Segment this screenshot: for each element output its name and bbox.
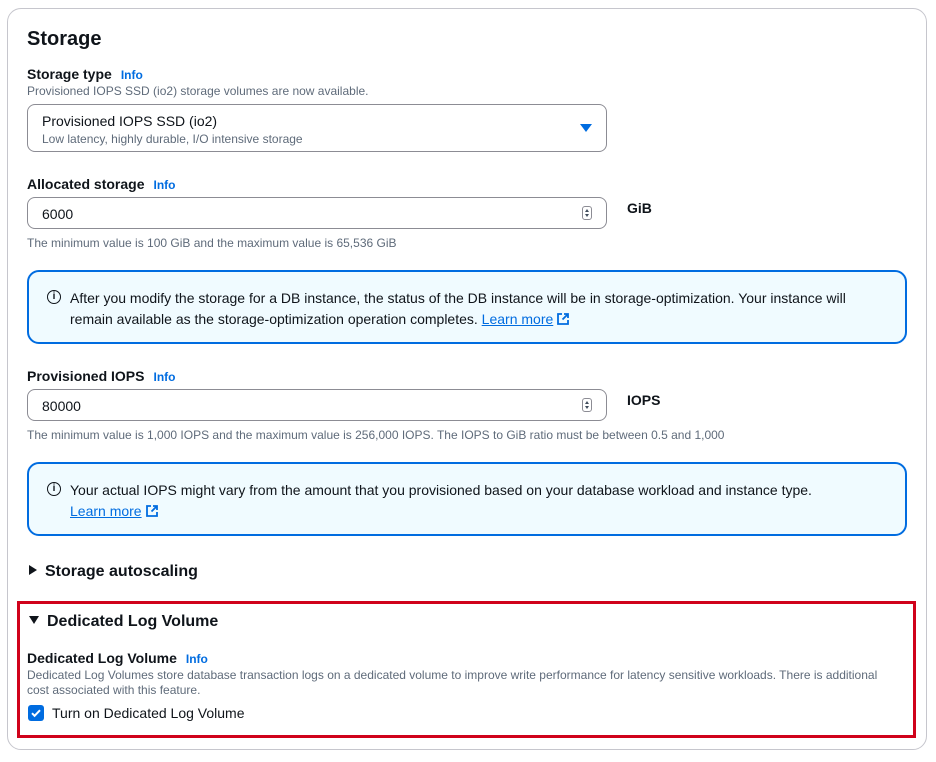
caret-right-icon xyxy=(29,565,37,575)
storage-type-label: Storage type xyxy=(27,66,112,82)
storage-alert-learn-more-link[interactable] xyxy=(482,311,554,327)
provisioned-iops-label: Provisioned IOPS xyxy=(27,368,145,384)
provisioned-iops-value: 80000 xyxy=(42,398,81,414)
allocated-storage-input[interactable] xyxy=(27,197,607,229)
dedicated-log-volume-checkbox-label[interactable]: Turn on Dedicated Log Volume xyxy=(52,705,245,721)
external-link-icon xyxy=(145,504,159,518)
storage-alert-text: After you modify the storage for a DB instance, the status of the DB instance will be in storage-optimization. Your instance will remain available as the storage-optimization operation completes. xyxy=(70,290,846,327)
provisioned-iops-input[interactable] xyxy=(27,389,607,421)
storage-autoscaling-expander[interactable] xyxy=(29,563,198,581)
dedicated-log-volume-label: Dedicated Log Volume xyxy=(27,650,177,666)
dedicated-log-volume-info-link[interactable]: Info xyxy=(185,652,208,666)
caret-down-icon xyxy=(29,616,39,624)
iops-alert-learn-more-link[interactable] xyxy=(70,503,142,519)
spinner-icon[interactable] xyxy=(582,398,592,412)
storage-type-description: Provisioned IOPS SSD (io2) storage volumes are now available. xyxy=(27,84,369,98)
allocated-storage-label-row xyxy=(27,176,175,194)
provisioned-iops-unit: IOPS xyxy=(627,392,661,408)
external-link-icon xyxy=(556,312,570,326)
dedicated-log-volume-checkbox[interactable] xyxy=(28,705,44,721)
iops-alert-text: Your actual IOPS might vary from the amount that you provisioned based on your database workload and instance type. xyxy=(70,482,812,498)
iops-alert-link-text: Learn more xyxy=(70,503,142,519)
info-icon: i xyxy=(47,290,61,304)
dedicated-log-volume-header: Dedicated Log Volume xyxy=(47,613,219,630)
iops-alert-message xyxy=(70,480,890,522)
section-title: Storage xyxy=(27,28,102,50)
storage-alert-link-text: Learn more xyxy=(481,311,554,327)
iops-variation-alert xyxy=(27,462,907,536)
allocated-storage-info-link[interactable]: Info xyxy=(153,178,176,192)
provisioned-iops-info-link[interactable]: Info xyxy=(153,370,176,384)
provisioned-iops-constraint: The minimum value is 1,000 IOPS and the maximum value is 256,000 IOPS. The IOPS to GiB ratio must be between 0.5 and 1,000 xyxy=(27,428,725,442)
storage-type-select[interactable] xyxy=(27,104,607,152)
caret-down-icon xyxy=(580,124,592,132)
dedicated-log-volume-expander[interactable] xyxy=(29,613,218,631)
allocated-storage-value: 6000 xyxy=(42,206,74,222)
spinner-icon[interactable] xyxy=(582,206,592,220)
storage-autoscaling-label: Storage autoscaling xyxy=(45,563,198,580)
dedicated-log-volume-label-row xyxy=(27,650,208,668)
storage-type-selected-value: Provisioned IOPS SSD (io2) xyxy=(42,113,218,129)
checkmark-icon xyxy=(30,707,42,719)
allocated-storage-constraint: The minimum value is 100 GiB and the maximum value is 65,536 GiB xyxy=(27,236,397,250)
dedicated-log-volume-description: Dedicated Log Volumes store database transaction logs on a dedicated volume to improve write performance for latency sensitive workloads. There is additional cost associated with this feature. xyxy=(27,668,878,697)
storage-alert-message xyxy=(70,288,890,330)
storage-type-selected-description: Low latency, highly durable, I/O intensive storage xyxy=(42,132,303,146)
storage-type-label-row xyxy=(27,66,143,84)
info-icon: i xyxy=(47,482,61,496)
provisioned-iops-label-row xyxy=(27,368,175,386)
storage-type-info-link[interactable]: Info xyxy=(120,68,143,82)
storage-optimization-alert xyxy=(27,270,907,344)
allocated-storage-unit: GiB xyxy=(627,200,652,216)
allocated-storage-label: Allocated storage xyxy=(27,176,145,192)
